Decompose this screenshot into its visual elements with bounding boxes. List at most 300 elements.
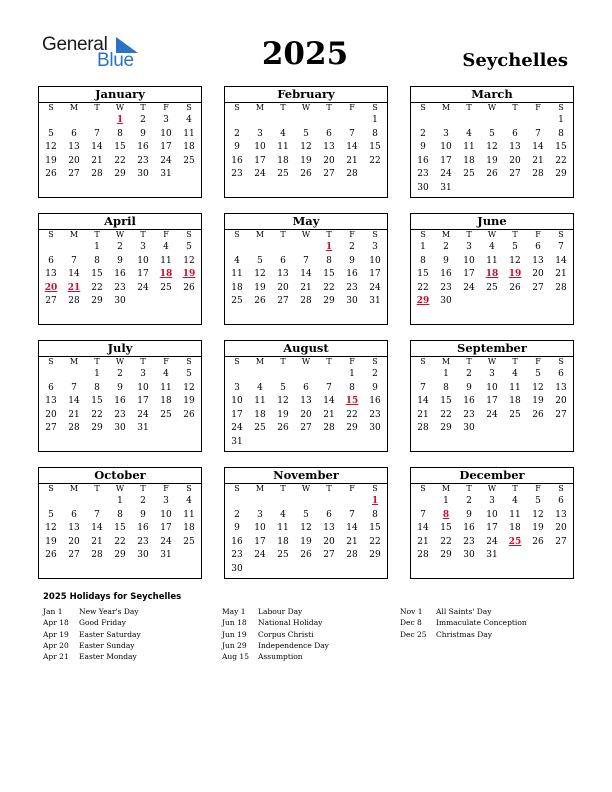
day-cell: 2 — [466, 496, 472, 506]
day-cell: 28 — [346, 550, 358, 560]
holiday-name: National Holiday — [258, 618, 323, 628]
day-cell: 9 — [234, 142, 240, 152]
day-cell: 15 — [440, 523, 452, 533]
day-cell: 5 — [535, 496, 541, 506]
day-cell: 24 — [486, 536, 498, 547]
weekday-header: T — [466, 230, 472, 239]
weekday-header: S — [186, 357, 192, 366]
day-cell: 9 — [117, 255, 123, 266]
day-cell: 28 — [417, 423, 429, 433]
holiday-name: Labour Day — [258, 607, 303, 616]
day-cell: 5 — [303, 128, 309, 139]
weekday-header: S — [234, 484, 240, 493]
day-cell: 7 — [420, 509, 426, 520]
day-cell: 19 — [45, 155, 57, 166]
day-cell: 9 — [349, 255, 355, 266]
day-cell: 13 — [68, 142, 80, 152]
day-cell: 14 — [417, 523, 429, 533]
weekday-header: F — [535, 103, 541, 112]
month-november — [224, 467, 388, 579]
day-cell: 8 — [326, 255, 332, 266]
day-cell: 3 — [234, 382, 240, 393]
day-cell: 21 — [91, 536, 103, 547]
day-cell: 22 — [346, 409, 358, 420]
day-cell: 5 — [512, 242, 518, 252]
day-cell: 30 — [346, 296, 358, 306]
day-cell: 2 — [443, 242, 449, 252]
day-cell: 23 — [346, 282, 358, 293]
day-cell: 23 — [137, 155, 149, 166]
day-cell: 4 — [466, 128, 472, 139]
weekday-header: M — [441, 357, 451, 366]
day-cell: 25 — [231, 296, 243, 306]
day-cell: 5 — [186, 242, 192, 252]
day-cell: 12 — [532, 382, 544, 393]
day-cell: 11 — [160, 382, 172, 393]
holiday-day: 19 — [182, 269, 196, 279]
day-cell: 28 — [68, 296, 80, 306]
weekday-header: T — [326, 484, 332, 493]
day-cell: 11 — [486, 255, 498, 266]
day-cell: 11 — [277, 523, 289, 533]
day-cell: 12 — [183, 255, 195, 266]
day-cell: 25 — [160, 409, 172, 420]
day-cell: 7 — [94, 128, 100, 139]
day-cell: 29 — [91, 423, 103, 433]
day-cell: 7 — [535, 128, 541, 139]
day-cell: 24 — [463, 282, 475, 293]
day-cell: 20 — [277, 282, 289, 293]
day-cell: 25 — [509, 409, 521, 420]
day-cell: 10 — [486, 382, 498, 393]
day-cell: 14 — [91, 523, 103, 533]
holiday-name: New Year's Day — [79, 607, 139, 616]
month-august — [224, 340, 388, 452]
day-cell: 8 — [443, 382, 449, 393]
day-cell: 23 — [114, 409, 126, 420]
day-cell: 4 — [163, 242, 169, 252]
holiday-date: Jun 29 — [222, 640, 247, 650]
weekday-header: F — [163, 230, 169, 239]
day-cell: 17 — [254, 155, 266, 166]
day-cell: 28 — [91, 169, 103, 179]
month-june — [410, 213, 574, 325]
day-cell: 7 — [326, 382, 332, 393]
holiday-day: 29 — [416, 296, 430, 306]
day-cell: 20 — [68, 155, 80, 166]
day-cell: 16 — [346, 269, 358, 279]
holiday-name: Easter Saturday — [79, 629, 141, 639]
day-cell: 20 — [555, 396, 567, 406]
day-cell: 4 — [234, 255, 240, 266]
day-cell: 3 — [466, 242, 472, 252]
day-cell: 16 — [369, 396, 381, 406]
day-cell: 5 — [280, 382, 286, 393]
day-cell: 18 — [160, 396, 172, 406]
day-cell: 14 — [300, 269, 312, 279]
day-cell: 7 — [420, 382, 426, 393]
day-cell: 11 — [509, 382, 521, 393]
day-cell: 2 — [372, 369, 378, 379]
day-cell: 29 — [369, 550, 381, 560]
day-cell: 15 — [555, 142, 567, 152]
day-cell: 13 — [323, 523, 335, 533]
day-cell: 15 — [114, 523, 126, 533]
day-cell: 29 — [555, 169, 567, 179]
day-cell: 4 — [280, 509, 286, 520]
day-cell: 26 — [183, 282, 195, 293]
day-cell: 5 — [186, 369, 192, 379]
day-cell: 18 — [231, 282, 243, 293]
day-cell: 30 — [463, 423, 475, 433]
day-cell: 19 — [300, 536, 312, 547]
day-cell: 6 — [558, 369, 564, 379]
weekday-header: S — [558, 357, 564, 366]
day-cell: 10 — [160, 128, 172, 139]
day-cell: 24 — [486, 409, 498, 420]
weekday-header: W — [115, 230, 125, 239]
day-cell: 8 — [94, 382, 100, 393]
day-cell: 24 — [137, 282, 149, 293]
day-cell: 16 — [417, 155, 429, 166]
holidays-title: 2025 Holidays for Seychelles — [43, 592, 182, 602]
day-cell: 23 — [114, 282, 126, 293]
day-cell: 25 — [183, 155, 195, 166]
day-cell: 2 — [349, 242, 355, 252]
day-cell: 2 — [140, 496, 146, 506]
day-cell: 22 — [417, 282, 429, 293]
month-name: October — [94, 468, 146, 482]
day-cell: 17 — [440, 155, 452, 166]
day-cell: 17 — [160, 523, 172, 533]
day-cell: 22 — [91, 282, 103, 293]
weekday-header: S — [558, 484, 564, 493]
month-february — [224, 86, 388, 198]
day-cell: 17 — [486, 396, 498, 406]
weekday-header: M — [69, 357, 79, 366]
day-cell: 2 — [466, 369, 472, 379]
day-cell: 29 — [440, 550, 452, 560]
weekday-header: F — [163, 103, 169, 112]
weekday-header: M — [255, 103, 265, 112]
day-cell: 20 — [532, 269, 544, 279]
logo-text-blue: Blue — [97, 50, 134, 71]
day-cell: 18 — [463, 155, 475, 166]
weekday-header: S — [372, 103, 378, 112]
day-cell: 22 — [369, 536, 381, 547]
day-cell: 26 — [277, 423, 289, 433]
day-cell: 3 — [257, 509, 263, 520]
day-cell: 30 — [463, 550, 475, 560]
day-cell: 31 — [137, 423, 149, 433]
day-cell: 22 — [114, 536, 126, 547]
day-cell: 5 — [535, 369, 541, 379]
month-name: May — [292, 214, 320, 228]
day-cell: 4 — [489, 242, 495, 252]
day-cell: 22 — [440, 536, 452, 547]
weekday-header: T — [512, 103, 518, 112]
day-cell: 28 — [300, 296, 312, 306]
weekday-header: T — [94, 103, 100, 112]
day-cell: 5 — [257, 255, 263, 266]
day-cell: 14 — [417, 396, 429, 406]
day-cell: 16 — [231, 536, 243, 547]
holiday-date: Aug 15 — [222, 652, 249, 662]
holiday-day: 21 — [67, 282, 81, 293]
weekday-header: W — [301, 484, 311, 493]
day-cell: 13 — [555, 382, 567, 393]
weekday-header: S — [234, 357, 240, 366]
day-cell: 17 — [486, 523, 498, 533]
weekday-header: T — [94, 230, 100, 239]
day-cell: 3 — [372, 242, 378, 252]
weekday-header: F — [163, 484, 169, 493]
day-cell: 12 — [532, 509, 544, 520]
day-cell: 26 — [532, 409, 544, 420]
day-cell: 3 — [140, 369, 146, 379]
day-cell: 27 — [509, 169, 521, 179]
day-cell: 10 — [231, 396, 243, 406]
weekday-header: F — [535, 484, 541, 493]
day-cell: 26 — [183, 409, 195, 420]
day-cell: 14 — [91, 142, 103, 152]
day-cell: 29 — [440, 423, 452, 433]
day-cell: 15 — [114, 142, 126, 152]
country-name: Seychelles — [462, 50, 568, 71]
day-cell: 14 — [555, 255, 567, 266]
holiday-date: Apr 21 — [43, 652, 69, 662]
day-cell: 8 — [372, 509, 378, 520]
day-cell: 13 — [68, 523, 80, 533]
day-cell: 24 — [369, 282, 381, 293]
day-cell: 16 — [440, 269, 452, 279]
weekday-header: T — [94, 484, 100, 493]
day-cell: 26 — [300, 169, 312, 179]
day-cell: 9 — [117, 382, 123, 393]
day-cell: 22 — [555, 155, 567, 166]
weekday-header: T — [512, 230, 518, 239]
month-december — [410, 467, 574, 579]
day-cell: 4 — [280, 128, 286, 139]
day-cell: 19 — [183, 396, 195, 406]
day-cell: 31 — [440, 182, 452, 193]
day-cell: 31 — [160, 550, 172, 560]
day-cell: 15 — [369, 523, 381, 533]
day-cell: 7 — [71, 382, 77, 393]
weekday-header: F — [349, 230, 355, 239]
weekday-header: M — [255, 230, 265, 239]
day-cell: 22 — [440, 409, 452, 420]
holiday-date: May 1 — [222, 607, 246, 616]
day-cell: 24 — [137, 409, 149, 420]
day-cell: 8 — [420, 255, 426, 266]
day-cell: 13 — [323, 142, 335, 152]
day-cell: 21 — [417, 409, 429, 420]
day-cell: 12 — [183, 382, 195, 393]
day-cell: 25 — [463, 169, 475, 179]
day-cell: 16 — [463, 396, 475, 406]
month-march — [410, 86, 574, 198]
day-cell: 7 — [558, 242, 564, 252]
holiday-name: Easter Monday — [79, 652, 137, 662]
day-cell: 18 — [509, 396, 521, 406]
day-cell: 1 — [94, 369, 100, 379]
day-cell: 19 — [532, 396, 544, 406]
day-cell: 7 — [303, 255, 309, 266]
day-cell: 14 — [323, 396, 335, 406]
day-cell: 10 — [137, 382, 149, 393]
day-cell: 16 — [137, 523, 149, 533]
day-cell: 30 — [231, 563, 243, 574]
day-cell: 27 — [323, 169, 335, 179]
weekday-header: T — [466, 357, 472, 366]
day-cell: 19 — [486, 155, 498, 166]
weekday-header: T — [280, 103, 286, 112]
day-cell: 14 — [346, 523, 358, 533]
day-cell: 12 — [45, 142, 57, 152]
day-cell: 10 — [137, 255, 149, 266]
day-cell: 27 — [532, 282, 544, 293]
weekday-header: T — [326, 103, 332, 112]
day-cell: 23 — [137, 536, 149, 547]
weekday-header: S — [48, 484, 54, 493]
day-cell: 13 — [45, 269, 57, 279]
day-cell: 23 — [369, 409, 381, 420]
day-cell: 6 — [512, 128, 518, 139]
day-cell: 21 — [555, 269, 567, 279]
month-name: January — [95, 87, 145, 101]
calendar-year: 2025 — [261, 36, 349, 72]
weekday-header: S — [558, 230, 564, 239]
day-cell: 24 — [231, 423, 243, 433]
day-cell: 2 — [234, 128, 240, 139]
weekday-header: W — [301, 103, 311, 112]
day-cell: 9 — [466, 382, 472, 393]
day-cell: 13 — [45, 396, 57, 406]
day-cell: 29 — [114, 169, 126, 179]
day-cell: 10 — [463, 255, 475, 266]
day-cell: 17 — [369, 269, 381, 279]
day-cell: 1 — [372, 115, 378, 125]
holiday-day: 20 — [44, 282, 58, 293]
month-name: June — [477, 214, 507, 228]
weekday-header: T — [280, 230, 286, 239]
day-cell: 24 — [254, 550, 266, 560]
day-cell: 1 — [94, 242, 100, 252]
day-cell: 15 — [369, 142, 381, 152]
day-cell: 10 — [254, 142, 266, 152]
holiday-name: Christmas Day — [436, 629, 492, 639]
day-cell: 29 — [91, 296, 103, 306]
month-name: August — [283, 341, 329, 355]
day-cell: 30 — [114, 423, 126, 433]
day-cell: 6 — [303, 382, 309, 393]
day-cell: 31 — [231, 436, 243, 447]
day-cell: 8 — [349, 382, 355, 393]
day-cell: 28 — [417, 550, 429, 560]
weekday-header: S — [48, 230, 54, 239]
day-cell: 14 — [68, 396, 80, 406]
day-cell: 18 — [277, 536, 289, 547]
month-name: March — [471, 87, 513, 101]
day-cell: 3 — [443, 128, 449, 139]
holiday-name: Corpus Christi — [258, 629, 314, 639]
day-cell: 10 — [440, 142, 452, 152]
day-cell: 17 — [254, 536, 266, 547]
day-cell: 19 — [254, 282, 266, 293]
weekday-header: T — [280, 357, 286, 366]
day-cell: 18 — [509, 523, 521, 533]
day-cell: 28 — [68, 423, 80, 433]
month-name: February — [277, 87, 335, 101]
day-cell: 25 — [160, 282, 172, 293]
day-cell: 22 — [323, 282, 335, 293]
weekday-header: T — [140, 357, 146, 366]
weekday-header: T — [140, 230, 146, 239]
day-cell: 12 — [509, 255, 521, 266]
weekday-header: S — [420, 103, 426, 112]
day-cell: 23 — [231, 169, 243, 179]
day-cell: 5 — [48, 509, 54, 520]
day-cell: 5 — [48, 128, 54, 139]
day-cell: 8 — [558, 128, 564, 139]
weekday-header: S — [420, 484, 426, 493]
day-cell: 23 — [231, 550, 243, 560]
day-cell: 24 — [160, 155, 172, 166]
weekday-header: W — [487, 230, 497, 239]
weekday-header: S — [48, 103, 54, 112]
day-cell: 6 — [558, 496, 564, 506]
day-cell: 12 — [254, 269, 266, 279]
day-cell: 31 — [486, 550, 498, 560]
day-cell: 4 — [186, 496, 192, 506]
weekday-header: S — [372, 484, 378, 493]
day-cell: 27 — [300, 423, 312, 433]
generalblue-logo — [42, 34, 142, 74]
day-cell: 6 — [48, 382, 54, 393]
holiday-name: Assumption — [258, 652, 303, 662]
day-cell: 13 — [555, 509, 567, 520]
holiday-day: 1 — [371, 496, 379, 506]
day-cell: 8 — [117, 509, 123, 520]
day-cell: 11 — [277, 142, 289, 152]
holiday-date: Jun 18 — [222, 618, 247, 628]
day-cell: 23 — [417, 169, 429, 179]
day-cell: 21 — [68, 409, 80, 420]
day-cell: 18 — [183, 142, 195, 152]
weekday-header: F — [349, 484, 355, 493]
day-cell: 11 — [160, 255, 172, 266]
logo-text-general: General — [42, 34, 108, 55]
day-cell: 10 — [486, 509, 498, 520]
weekday-header: S — [372, 357, 378, 366]
day-cell: 30 — [137, 550, 149, 560]
day-cell: 13 — [277, 269, 289, 279]
day-cell: 16 — [114, 269, 126, 279]
day-cell: 2 — [117, 369, 123, 379]
weekday-header: S — [420, 357, 426, 366]
day-cell: 14 — [532, 142, 544, 152]
holiday-day: 1 — [325, 242, 333, 252]
day-cell: 1 — [117, 496, 123, 506]
day-cell: 30 — [440, 296, 452, 306]
weekday-header: S — [186, 484, 192, 493]
month-october — [38, 467, 202, 579]
day-cell: 28 — [323, 423, 335, 433]
weekday-header: F — [535, 357, 541, 366]
day-cell: 9 — [443, 255, 449, 266]
day-cell: 10 — [160, 509, 172, 520]
